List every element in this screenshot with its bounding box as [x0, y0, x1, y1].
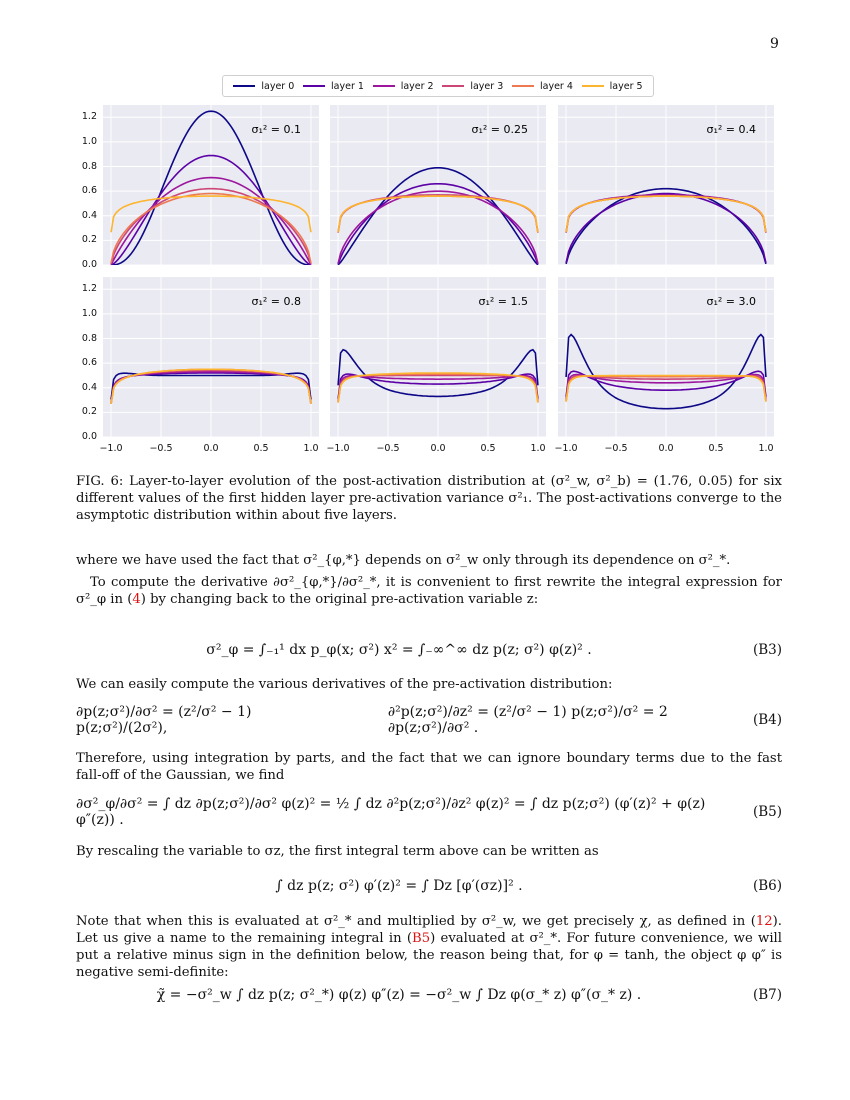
equation-b4 [76, 700, 782, 740]
caption-text: Layer-to-layer evolution of the post-activation distribution at (σ²_w, σ²_b) = (1.76, 0.05) for six different values of the first hidden layer pre-activation variance σ²₁. The post-activations converge to the asymptotic distribution within about five layers. [76, 474, 782, 523]
panel-label: σ₁² = 3.0 [706, 295, 756, 308]
x-tick-label: 0.0 [430, 443, 446, 454]
equation-b5-label: (B5) [752, 804, 782, 820]
paragraph-4: Therefore, using integration by parts, and the fact that we can ignore boundary terms due to the fast fall-off of the Gaussian, we find [76, 751, 782, 783]
equation-b6-label: (B6) [752, 878, 782, 894]
chart-panel-4 [103, 277, 319, 437]
chart-plot-area [103, 105, 319, 265]
figure-panels [0, 0, 850, 470]
panel-label: σ₁² = 0.8 [251, 295, 301, 308]
legend-label: layer 5 [609, 80, 643, 92]
paragraph-6-text-c: ) evaluated at σ²_*. For future convenience, we will put a relative minus sign in the definition below, the reason being that, for φ = tanh, the object φ φ″ is negative semi-definite: [76, 931, 782, 980]
chart-plot-area [330, 105, 546, 265]
equation-b4-left: ∂p(z;σ²)/∂σ² = (z²/σ² − 1) p(z;σ²)/(2σ²), [76, 704, 252, 736]
y-tick-label: 0.6 [81, 357, 97, 369]
equation-b7 [76, 975, 782, 1015]
y-tick-label: 0.6 [81, 185, 97, 197]
panel-label: σ₁² = 1.5 [478, 295, 528, 308]
x-tick-label: 0.0 [203, 443, 219, 454]
paragraph-1: where we have used the fact that σ²_{φ,*} depends on σ²_w only through its dependence on σ²_*. [76, 553, 731, 568]
page-number: 9 [770, 36, 779, 52]
y-tick-label: 1.0 [81, 307, 97, 319]
x-tick-label: 1.0 [758, 443, 774, 454]
legend-label: layer 2 [400, 80, 434, 92]
x-tick-label: 1.0 [303, 443, 319, 454]
chart-plot-area [558, 105, 774, 265]
x-tick-label: −1.0 [554, 443, 578, 454]
y-tick-label: 0.4 [81, 209, 97, 221]
paragraph-2-text: To compute the derivative ∂σ²_{φ,*}/∂σ²_*, it is convenient to first rewrite the integral expression for σ²_φ in ( [76, 575, 782, 607]
equation-b4-label: (B4) [752, 712, 782, 728]
chart-plot-area [558, 277, 774, 437]
legend-label: layer 0 [261, 80, 295, 92]
legend-label: layer 3 [470, 80, 504, 92]
equation-b6 [76, 866, 782, 906]
y-tick-label: 1.2 [81, 111, 97, 123]
equation-reference-link[interactable]: 4 [132, 592, 141, 607]
x-tick-label: 1.0 [530, 443, 546, 454]
equation-reference-link[interactable]: B5 [412, 931, 431, 946]
y-tick-label: 0.0 [81, 259, 97, 270]
figure-caption [76, 473, 782, 524]
chart-panel-6 [558, 277, 774, 437]
x-tick-label: −0.5 [604, 443, 628, 454]
equation-b4-body [76, 700, 722, 740]
x-tick-label: 0.5 [480, 443, 496, 454]
equation-b3-label: (B3) [752, 642, 782, 658]
paragraph-2-text-end: ) by changing back to the original pre-activation variable z: [140, 592, 539, 607]
y-tick-label: 0.8 [81, 332, 97, 344]
y-tick-label: 0.0 [81, 431, 97, 442]
y-tick-label: 0.4 [81, 381, 97, 393]
panel-label: σ₁² = 0.4 [706, 123, 756, 136]
paragraph-6-text-a: Note that when this is evaluated at σ²_* and multiplied by σ²_w, we get precisely χ, as defined in ( [76, 914, 756, 929]
chart-plot-area [330, 277, 546, 437]
paragraph-6 [76, 913, 782, 981]
legend-label: layer 4 [540, 80, 573, 92]
x-tick-label: 0.5 [708, 443, 724, 454]
x-tick-label: 0.5 [253, 443, 269, 454]
legend-label: layer 1 [331, 80, 364, 92]
x-tick-label: −0.5 [149, 443, 173, 454]
paragraph-2 [76, 574, 782, 608]
x-tick-label: −1.0 [99, 443, 123, 454]
x-tick-label: −0.5 [376, 443, 400, 454]
y-tick-label: 0.2 [81, 234, 97, 246]
equation-b5-body: ∂σ²_φ/∂σ² = ∫ dz ∂p(z;σ²)/∂σ² φ(z)² = ½ ∫ dz ∂²p(z;σ²)/∂z² φ(z)² = ∫ dz p(z;σ²) (φ′(z)² + φ(z) φ″(z)) . [76, 796, 706, 828]
y-tick-label: 0.2 [81, 406, 97, 418]
x-tick-label: 0.0 [658, 443, 674, 454]
paragraph-5: By rescaling the variable to σz, the first integral term above can be written as [76, 844, 599, 859]
panel-label: σ₁² = 0.25 [471, 123, 528, 136]
equation-b5 [76, 792, 782, 832]
paragraph-6-text-b: ). Let us give a name to the remaining integral in ( [76, 914, 782, 946]
chart-panel-3 [558, 105, 774, 265]
y-tick-label: 1.0 [81, 135, 97, 147]
equation-b7-label: (B7) [752, 987, 782, 1003]
equation-reference-link[interactable]: 12 [755, 914, 773, 929]
caption-label: FIG. 6: [76, 474, 124, 489]
equation-b6-body: ∫ dz p(z; σ²) φ′(z)² = ∫ Dz [φ′(σz)]² . [275, 878, 523, 894]
chart-panel-2 [330, 105, 546, 265]
equation-b7-body: χ̃ = −σ²_w ∫ dz p(z; σ²_*) φ(z) φ″(z) = −σ²_w ∫ Dz φ(σ_* z) φ″(σ_* z) . [156, 987, 642, 1003]
y-tick-label: 0.8 [81, 160, 97, 172]
x-tick-label: −1.0 [326, 443, 350, 454]
y-tick-label: 1.2 [81, 283, 97, 295]
equation-b4-right: ∂²p(z;σ²)/∂z² = (z²/σ² − 1) p(z;σ²)/σ² = 2 ∂p(z;σ²)/∂σ² . [387, 704, 668, 736]
paragraph-3: We can easily compute the various derivatives of the pre-activation distribution: [76, 677, 613, 692]
chart-panel-1 [103, 105, 319, 265]
chart-panel-5 [330, 277, 546, 437]
chart-plot-area [103, 277, 319, 437]
equation-b3 [76, 630, 782, 670]
equation-b3-body: σ²_φ = ∫₋₁¹ dx p_φ(x; σ²) x² = ∫₋∞^∞ dz p(z; σ²) φ(z)² . [206, 642, 592, 658]
panel-label: σ₁² = 0.1 [251, 123, 301, 136]
